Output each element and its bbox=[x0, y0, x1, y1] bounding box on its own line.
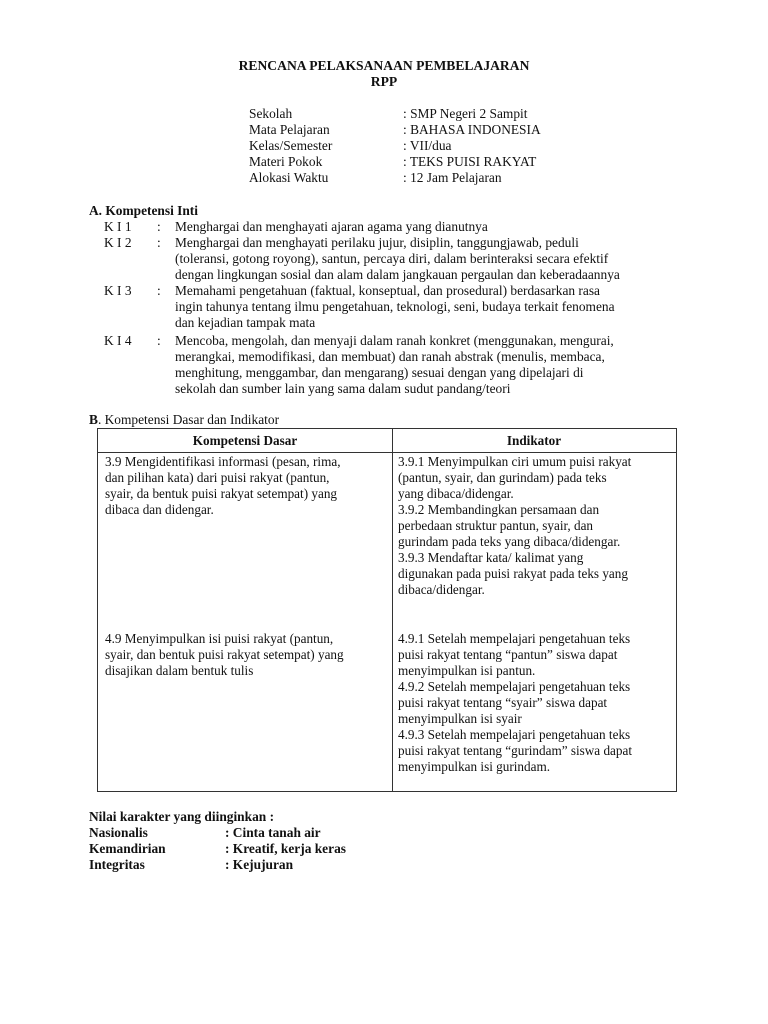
section-b-heading bbox=[89, 412, 279, 428]
ki-code: K I 1 bbox=[104, 219, 132, 234]
indikator-line: puisi rakyat tentang “pantun” siswa dapat bbox=[398, 647, 618, 662]
document-subtitle: RPP bbox=[370, 74, 398, 89]
indikator-line: perbedaan struktur pantun, syair, dan bbox=[398, 518, 594, 533]
kd-line: syair, dan bentuk puisi rakyat setempat) yang bbox=[105, 647, 344, 662]
indikator-line: menyimpulkan isi gurindam. bbox=[398, 759, 551, 774]
column-divider bbox=[392, 429, 393, 791]
ki-colon: : bbox=[157, 283, 161, 298]
indikator-line: 3.9.3 Mendaftar kata/ kalimat yang bbox=[398, 550, 584, 565]
kd-line: dibaca dan didengar. bbox=[105, 502, 214, 517]
section-a-heading: A. Kompetensi Inti bbox=[89, 203, 198, 218]
ki-text-line: merangkai, memodifikasi, dan membuat) dan ranah abstrak (menulis, membaca, bbox=[175, 349, 605, 364]
ki-code: K I 2 bbox=[104, 235, 132, 250]
kd-indikator-table bbox=[97, 428, 677, 792]
info-value-mapel: : BAHASA INDONESIA bbox=[403, 122, 541, 137]
indikator-line: gurindam pada teks yang dibaca/didengar. bbox=[398, 534, 621, 549]
indikator-line: menyimpulkan isi pantun. bbox=[398, 663, 536, 678]
karakter-value-kemandirian: : Kreatif, kerja keras bbox=[225, 841, 346, 856]
info-label-alokasi: Alokasi Waktu bbox=[249, 170, 329, 185]
info-label-sekolah: Sekolah bbox=[249, 106, 293, 121]
indikator-line: 3.9.1 Menyimpulkan ciri umum puisi rakyat bbox=[398, 454, 632, 469]
header-indikator: Indikator bbox=[506, 433, 562, 448]
indikator-line: 4.9.2 Setelah mempelajari pengetahuan teks bbox=[398, 679, 631, 694]
indikator-line: 4.9.1 Setelah mempelajari pengetahuan teks bbox=[398, 631, 631, 646]
ki-text-line: dengan lingkungan sosial dan alam dalam jangkauan pergaulan dan keberadaannya bbox=[175, 267, 620, 282]
indikator-line: (pantun, syair, dan gurindam) pada teks bbox=[398, 470, 607, 485]
karakter-value-integritas: : Kejujuran bbox=[225, 857, 294, 872]
info-value-sekolah: : SMP Negeri 2 Sampit bbox=[403, 106, 528, 121]
info-label-mapel: Mata Pelajaran bbox=[249, 122, 330, 137]
ki-colon: : bbox=[157, 333, 161, 348]
indikator-line: 3.9.2 Membandingkan persamaan dan bbox=[398, 502, 600, 517]
info-value-materi: : TEKS PUISI RAKYAT bbox=[403, 154, 537, 169]
ki-text-line: Memahami pengetahuan (faktual, konseptual, dan prosedural) berdasarkan rasa bbox=[175, 283, 600, 298]
karakter-label-kemandirian: Kemandirian bbox=[89, 841, 166, 856]
kd-line: disajikan dalam bentuk tulis bbox=[105, 663, 254, 678]
ki-text-line: dan kejadian tampak mata bbox=[175, 315, 316, 330]
ki-text-line: Menghargai dan menghayati ajaran agama yang dianutnya bbox=[175, 219, 488, 234]
ki-text-line: menghitung, menggambar, dan mengarang) sesuai dengan yang dipelajari di bbox=[175, 365, 584, 380]
info-value-alokasi: : 12 Jam Pelajaran bbox=[403, 170, 502, 185]
ki-code: K I 3 bbox=[104, 283, 132, 298]
ki-text-line: Menghargai dan menghayati perilaku jujur, disiplin, tanggungjawab, peduli bbox=[175, 235, 579, 250]
indikator-line: dibaca/didengar. bbox=[398, 582, 485, 597]
karakter-heading: Nilai karakter yang diinginkan : bbox=[89, 809, 275, 824]
header-divider bbox=[98, 452, 676, 453]
kd-line: 3.9 Mengidentifikasi informasi (pesan, rima, bbox=[105, 454, 341, 469]
indikator-line: digunakan pada puisi rakyat pada teks yang bbox=[398, 566, 628, 581]
kd-line: syair, da bentuk puisi rakyat setempat) yang bbox=[105, 486, 338, 501]
info-label-materi: Materi Pokok bbox=[249, 154, 323, 169]
indikator-line: 4.9.3 Setelah mempelajari pengetahuan teks bbox=[398, 727, 631, 742]
ki-text-line: Mencoba, mengolah, dan menyaji dalam ranah konkret (menggunakan, mengurai, bbox=[175, 333, 614, 348]
indikator-line: menyimpulkan isi syair bbox=[398, 711, 522, 726]
header-kompetensi-dasar: Kompetensi Dasar bbox=[192, 433, 298, 448]
ki-code: K I 4 bbox=[104, 333, 132, 348]
info-value-kelas: : VII/dua bbox=[403, 138, 452, 153]
section-b-title: . Kompetensi Dasar dan Indikator bbox=[97, 412, 280, 427]
section-b-letter: B bbox=[89, 412, 98, 427]
ki-text-line: (toleransi, gotong royong), santun, percaya diri, dalam berinteraksi secara efektif bbox=[175, 251, 609, 266]
indikator-line: puisi rakyat tentang “gurindam” siswa dapat bbox=[398, 743, 633, 758]
indikator-line: puisi rakyat tentang “syair” siswa dapat bbox=[398, 695, 608, 710]
kd-line: dan pilihan kata) dari puisi rakyat (pantun, bbox=[105, 470, 330, 485]
karakter-value-nasionalis: : Cinta tanah air bbox=[225, 825, 321, 840]
ki-text-line: sekolah dan sumber lain yang sama dalam sudut pandang/teori bbox=[175, 381, 511, 396]
ki-colon: : bbox=[157, 219, 161, 234]
ki-text-line: ingin tahunya tentang ilmu pengetahuan, teknologi, seni, budaya terkait fenomena bbox=[175, 299, 615, 314]
indikator-line: yang dibaca/didengar. bbox=[398, 486, 514, 501]
karakter-label-integritas: Integritas bbox=[89, 857, 145, 872]
kd-line: 4.9 Menyimpulkan isi puisi rakyat (pantun, bbox=[105, 631, 334, 646]
karakter-label-nasionalis: Nasionalis bbox=[89, 825, 148, 840]
info-label-kelas: Kelas/Semester bbox=[249, 138, 333, 153]
document-title: RENCANA PELAKSANAAN PEMBELAJARAN bbox=[238, 58, 530, 73]
ki-colon: : bbox=[157, 235, 161, 250]
